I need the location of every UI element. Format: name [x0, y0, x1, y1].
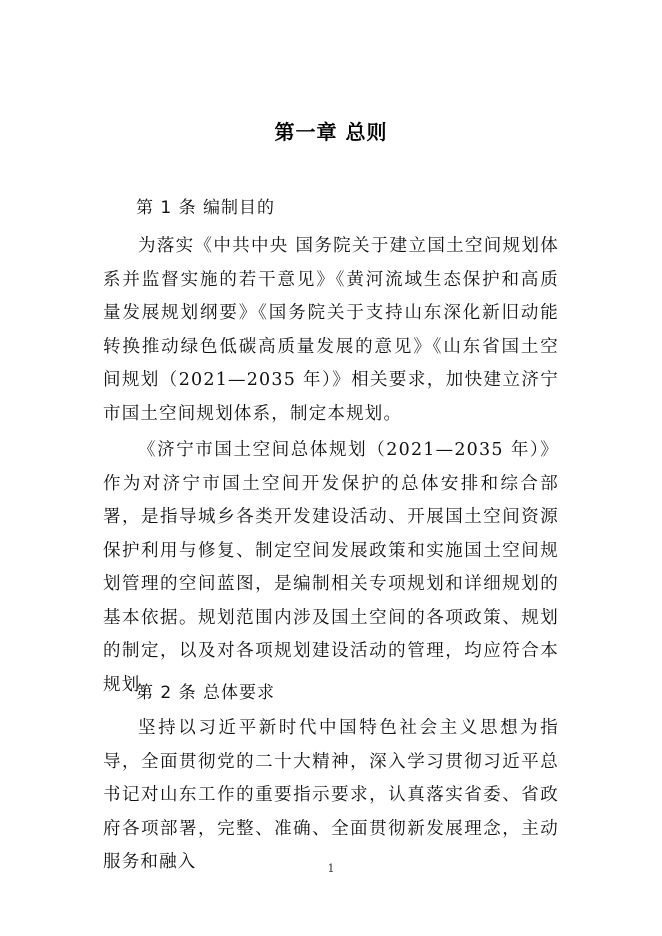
- chapter-title: 第一章 总则: [274, 120, 388, 144]
- article-1-heading: 第 1 条 编制目的: [136, 198, 276, 218]
- article-2-paragraph-1: 坚持以习近平新时代中国特色社会主义思想为指导，全面贯彻党的二十大精神，深入学习贯彻习近平总书记对山东工作的重要指示要求，认真落实省委、省政府各项部署，完整、准确、全面贯彻新发展理念，主动服务和融入: [103, 718, 559, 872]
- article-1-paragraph-1: 为落实《中共中央 国务院关于建立国土空间规划体系并监督实施的若干意见》《黄河流域生态保护和高质量发展规划纲要》《国务院关于支持山东深化新旧动能转换推动绿色低碳高质量发展的意见》《山东省国土空间规划（2021—2035 年）》相关要求，加快建立济宁市国土空间规划体系，制定本规划。: [103, 236, 559, 424]
- page-number: 1: [327, 862, 335, 875]
- article-2-heading: 第 2 条 总体要求: [136, 683, 276, 703]
- article-1-paragraph-2: 《济宁市国土空间总体规划（2021—2035 年）》作为对济宁市国土空间开发保护的总体安排和综合部署，是指导城乡各类开发建设活动、开展国土空间资源保护利用与修复、制定空间发展政策和实施国土空间规划管理的空间蓝图，是编制相关专项规划和详细规划的基本依据。规划范围内涉及国土空间的各项政策、规划的制定，以及对各项规划建设活动的管理，均应符合本规划。: [103, 440, 559, 695]
